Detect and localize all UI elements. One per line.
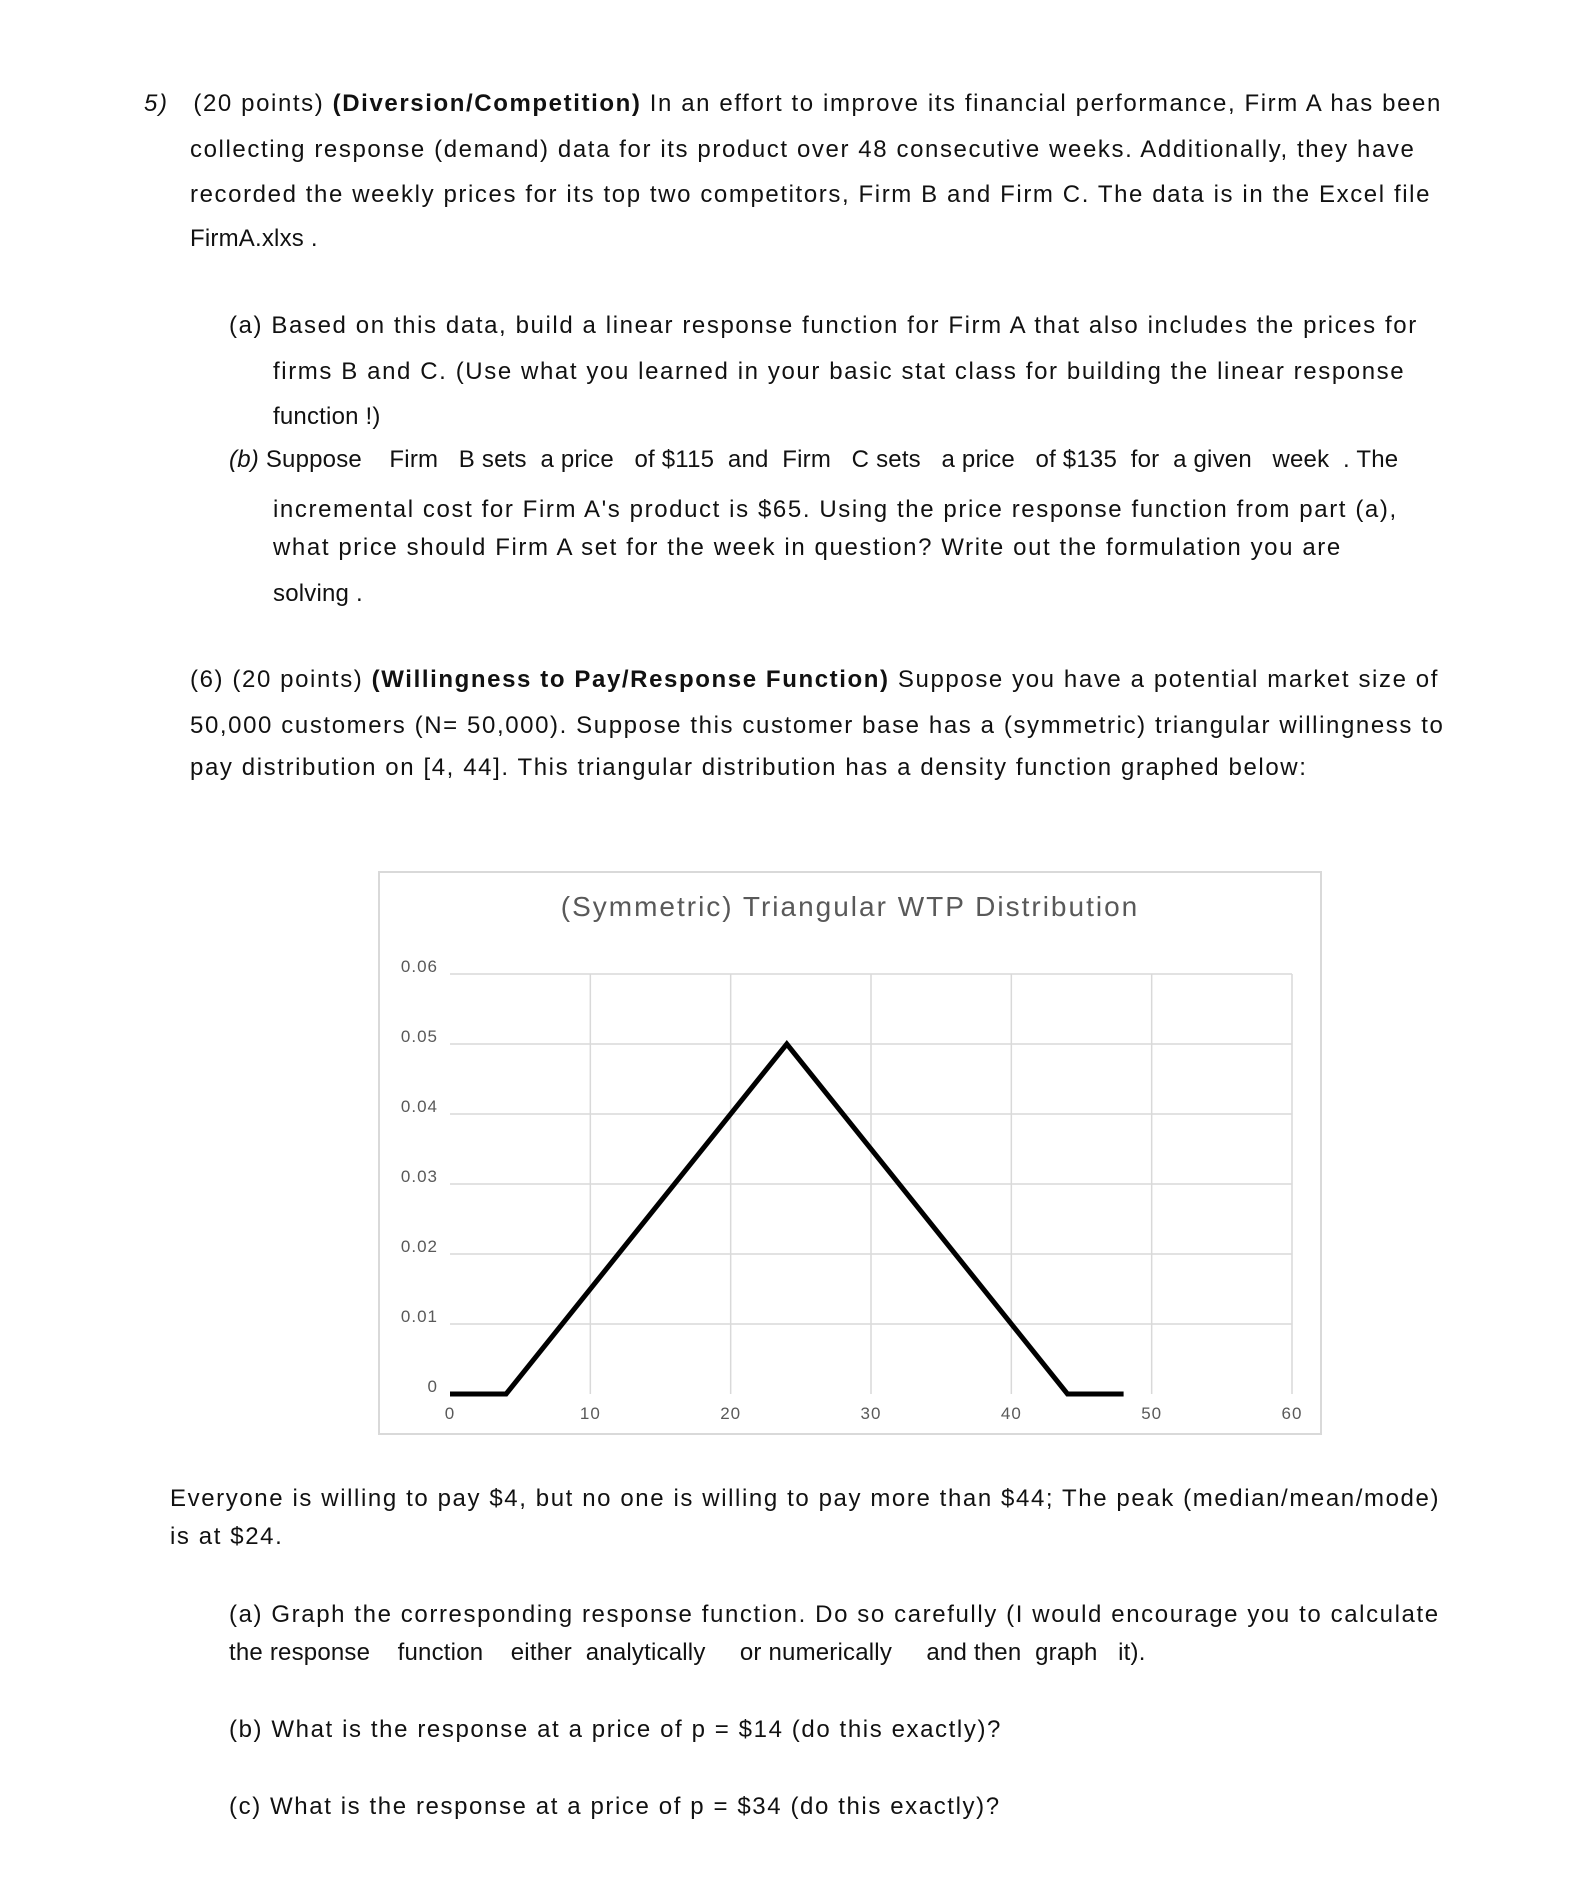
q5a-line-3: function !) bbox=[273, 403, 381, 430]
y-tick-label: 0.02 bbox=[400, 1237, 438, 1256]
x-tick-label: 10 bbox=[579, 1404, 601, 1423]
q5b-line-4: solving . bbox=[273, 580, 363, 607]
x-tick-label: 30 bbox=[860, 1404, 882, 1423]
q6-line-3: pay distribution on [4, 44]. This triangular distribution has a density function graphed below: bbox=[190, 754, 1308, 781]
q6a-line-1: (a) Graph the corresponding response function. Do so carefully (I would encourage you to calculate bbox=[229, 1601, 1440, 1628]
q5-topic: (Diversion/Competition) bbox=[332, 90, 642, 117]
y-tick-label: 0.03 bbox=[400, 1167, 438, 1186]
chart-title: (Symmetric) Triangular WTP Distribution bbox=[560, 891, 1140, 922]
q6a-line-2: the response function either analytically or numerically and then graph it). bbox=[229, 1639, 1146, 1666]
q5b-label: (b) bbox=[229, 446, 259, 473]
q6-after-line-2: is at $24. bbox=[170, 1523, 284, 1550]
x-tick-label: 0 bbox=[444, 1404, 456, 1423]
chart-plot bbox=[380, 873, 1320, 1433]
y-tick-label: 0.04 bbox=[400, 1097, 438, 1116]
density-series-line bbox=[450, 1044, 1124, 1394]
y-tick-label: 0.01 bbox=[400, 1307, 438, 1326]
q6-number-points: (6) (20 points) bbox=[190, 666, 364, 693]
q6b-text: (b) What is the response at a price of p = $14 (do this exactly)? bbox=[229, 1716, 1002, 1743]
q6-line1-rest: Suppose you have a potential market size of bbox=[897, 666, 1440, 693]
q6-after-line-1: Everyone is willing to pay $4, but no one is willing to pay more than $44; The peak (median/mean/mode) bbox=[170, 1485, 1441, 1512]
y-tick-label: 0.06 bbox=[400, 957, 438, 976]
q5a-line-2: firms B and C. (Use what you learned in your basic stat class for building the linear response bbox=[273, 358, 1406, 385]
q6-line-1 bbox=[190, 665, 1439, 695]
y-tick-label: 0 bbox=[427, 1377, 438, 1396]
x-tick-label: 60 bbox=[1281, 1404, 1303, 1423]
q5-line-4: FirmA.xlxs . bbox=[190, 225, 318, 252]
q5-line-3: recorded the weekly prices for its top two competitors, Firm B and Firm C. The data is in the Excel file bbox=[190, 181, 1432, 208]
q6-topic: (Willingness to Pay/Response Function) bbox=[371, 666, 890, 693]
q5-line-1 bbox=[144, 89, 1442, 119]
q5-line1-rest: In an effort to improve its financial performance, Firm A has been bbox=[649, 90, 1442, 117]
q5b-line-2: incremental cost for Firm A's product is $65. Using the price response function from part (a), bbox=[273, 496, 1398, 523]
q5b-text-1: Suppose Firm B sets a price of $115 and Firm C sets a price of $135 for a given week . The bbox=[265, 446, 1399, 473]
q5-line-2: collecting response (demand) data for its product over 48 consecutive weeks. Additionally, they have bbox=[190, 136, 1416, 163]
q5a-label: (a) bbox=[229, 312, 264, 339]
q5a-line-1 bbox=[229, 311, 1418, 341]
x-tick-label: 50 bbox=[1141, 1404, 1163, 1423]
q5-number: 5) bbox=[144, 90, 169, 117]
q5b-line-3: what price should Firm A set for the week in question? Write out the formulation you are bbox=[273, 534, 1342, 561]
q5-points: (20 points) bbox=[193, 90, 325, 117]
wtp-chart bbox=[378, 871, 1322, 1435]
q5b-line-1 bbox=[229, 445, 1398, 475]
x-tick-label: 40 bbox=[1000, 1404, 1022, 1423]
q6-line-2: 50,000 customers (N= 50,000). Suppose this customer base has a (symmetric) triangular willingness to bbox=[190, 712, 1445, 739]
x-tick-label: 20 bbox=[720, 1404, 742, 1423]
q5a-text-1: Based on this data, build a linear response function for Firm A that also includes the prices for bbox=[271, 312, 1418, 339]
y-tick-label: 0.05 bbox=[400, 1027, 438, 1046]
q6c-text: (c) What is the response at a price of p = $34 (do this exactly)? bbox=[229, 1793, 1001, 1820]
